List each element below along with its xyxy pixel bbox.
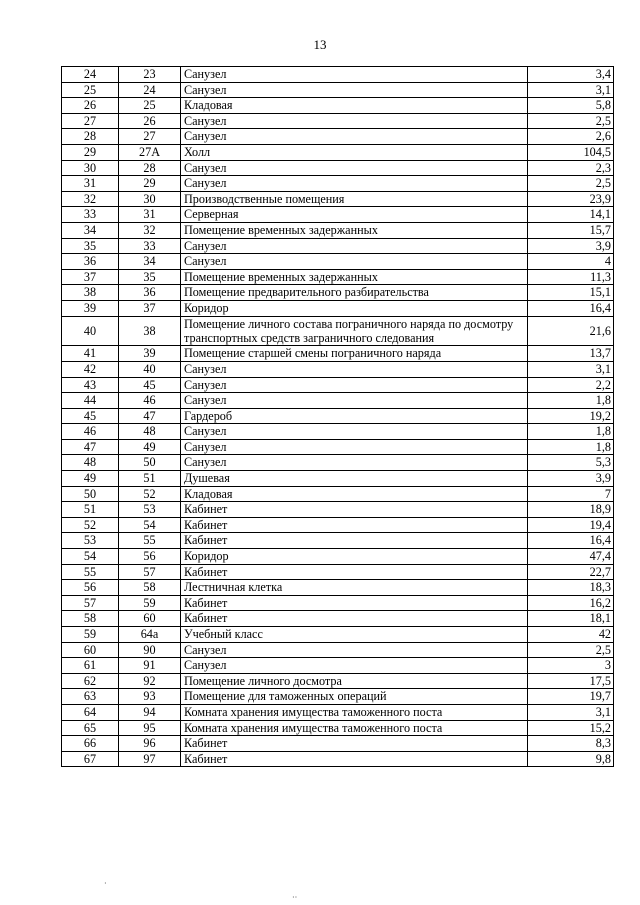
table-row (62, 627, 614, 643)
row-number-cell: 37 (62, 269, 119, 285)
room-area-cell: 2,6 (528, 129, 614, 145)
room-area-cell: 104,5 (528, 144, 614, 160)
room-area-cell: 11,3 (528, 269, 614, 285)
row-number-cell: 33 (62, 207, 119, 223)
table-row (62, 736, 614, 752)
row-number-cell: 50 (62, 486, 119, 502)
room-number-cell: 96 (119, 736, 181, 752)
room-name-cell: Кабинет (181, 564, 528, 580)
room-name-cell: Санузел (181, 129, 528, 145)
room-number-cell: 49 (119, 439, 181, 455)
row-number-cell: 63 (62, 689, 119, 705)
room-number-cell: 64а (119, 627, 181, 643)
table-row (62, 222, 614, 238)
table-row (62, 300, 614, 316)
room-area-cell: 23,9 (528, 191, 614, 207)
room-area-cell: 3,1 (528, 704, 614, 720)
room-name-cell: Кабинет (181, 751, 528, 767)
room-area-cell: 7 (528, 486, 614, 502)
room-number-cell: 94 (119, 704, 181, 720)
table-row (62, 82, 614, 98)
room-number-cell: 55 (119, 533, 181, 549)
room-area-cell: 5,3 (528, 455, 614, 471)
room-name-cell: Кабинет (181, 736, 528, 752)
table-row (62, 67, 614, 83)
room-name-cell: Санузел (181, 176, 528, 192)
room-name-cell: Помещение старшей смены пограничного наряда (181, 346, 528, 362)
row-number-cell: 39 (62, 300, 119, 316)
room-number-cell: 91 (119, 658, 181, 674)
scan-speck: · (104, 879, 107, 888)
row-number-cell: 48 (62, 455, 119, 471)
table-row (62, 254, 614, 270)
room-name-cell: Серверная (181, 207, 528, 223)
room-area-cell: 3,4 (528, 67, 614, 83)
room-number-cell: 39 (119, 346, 181, 362)
table-row (62, 361, 614, 377)
room-number-cell: 46 (119, 393, 181, 409)
row-number-cell: 64 (62, 704, 119, 720)
table-row (62, 471, 614, 487)
table-row (62, 144, 614, 160)
room-name-cell: Санузел (181, 113, 528, 129)
room-number-cell: 40 (119, 361, 181, 377)
row-number-cell: 30 (62, 160, 119, 176)
room-area-cell: 19,4 (528, 517, 614, 533)
scan-speck: ·· (292, 893, 298, 902)
row-number-cell: 61 (62, 658, 119, 674)
row-number-cell: 31 (62, 176, 119, 192)
row-number-cell: 29 (62, 144, 119, 160)
room-name-cell: Помещение временных задержанных (181, 269, 528, 285)
room-name-cell: Санузел (181, 455, 528, 471)
table-row (62, 424, 614, 440)
row-number-cell: 36 (62, 254, 119, 270)
table-row (62, 98, 614, 114)
room-number-cell: 24 (119, 82, 181, 98)
row-number-cell: 65 (62, 720, 119, 736)
room-name-cell: Санузел (181, 160, 528, 176)
room-name-cell: Помещение временных задержанных (181, 222, 528, 238)
row-number-cell: 57 (62, 595, 119, 611)
room-number-cell: 29 (119, 176, 181, 192)
table-row (62, 160, 614, 176)
room-name-cell: Санузел (181, 238, 528, 254)
table-row (62, 502, 614, 518)
room-area-cell: 3,9 (528, 471, 614, 487)
room-number-cell: 59 (119, 595, 181, 611)
table-row (62, 393, 614, 409)
room-name-cell: Комната хранения имущества таможенного поста (181, 720, 528, 736)
room-number-cell: 95 (119, 720, 181, 736)
room-area-cell: 18,9 (528, 502, 614, 518)
room-name-cell: Душевая (181, 471, 528, 487)
table-row (62, 439, 614, 455)
room-name-cell: Коридор (181, 300, 528, 316)
room-area-cell: 3,1 (528, 82, 614, 98)
room-area-cell: 8,3 (528, 736, 614, 752)
table-row (62, 689, 614, 705)
room-area-cell: 17,5 (528, 673, 614, 689)
room-name-cell: Санузел (181, 254, 528, 270)
room-number-cell: 36 (119, 285, 181, 301)
room-name-cell: Кладовая (181, 98, 528, 114)
room-number-cell: 97 (119, 751, 181, 767)
room-name-cell: Санузел (181, 642, 528, 658)
row-number-cell: 41 (62, 346, 119, 362)
row-number-cell: 40 (62, 316, 119, 346)
table-row (62, 113, 614, 129)
row-number-cell: 44 (62, 393, 119, 409)
room-name-cell: Гардероб (181, 408, 528, 424)
room-name-cell: Холл (181, 144, 528, 160)
room-area-cell: 15,2 (528, 720, 614, 736)
table-row (62, 486, 614, 502)
room-number-cell: 52 (119, 486, 181, 502)
row-number-cell: 67 (62, 751, 119, 767)
room-name-cell: Учебный класс (181, 627, 528, 643)
room-area-cell: 13,7 (528, 346, 614, 362)
room-name-cell: Санузел (181, 393, 528, 409)
room-area-cell: 1,8 (528, 424, 614, 440)
room-number-cell: 53 (119, 502, 181, 518)
table-row (62, 595, 614, 611)
room-area-cell: 15,1 (528, 285, 614, 301)
row-number-cell: 32 (62, 191, 119, 207)
table-row (62, 580, 614, 596)
room-number-cell: 37 (119, 300, 181, 316)
table-row (62, 191, 614, 207)
room-area-cell: 14,1 (528, 207, 614, 223)
row-number-cell: 47 (62, 439, 119, 455)
room-number-cell: 51 (119, 471, 181, 487)
room-area-cell: 2,2 (528, 377, 614, 393)
room-number-cell: 27А (119, 144, 181, 160)
row-number-cell: 42 (62, 361, 119, 377)
row-number-cell: 28 (62, 129, 119, 145)
room-name-cell: Кабинет (181, 595, 528, 611)
table-row (62, 564, 614, 580)
room-area-cell: 4 (528, 254, 614, 270)
row-number-cell: 26 (62, 98, 119, 114)
room-area-cell: 19,2 (528, 408, 614, 424)
table-row (62, 316, 614, 346)
room-area-cell: 5,8 (528, 98, 614, 114)
room-area-cell: 3 (528, 658, 614, 674)
room-name-cell: Санузел (181, 377, 528, 393)
room-area-cell: 9,8 (528, 751, 614, 767)
room-area-cell: 42 (528, 627, 614, 643)
room-number-cell: 50 (119, 455, 181, 471)
room-name-cell: Санузел (181, 82, 528, 98)
room-number-cell: 90 (119, 642, 181, 658)
row-number-cell: 56 (62, 580, 119, 596)
table-row (62, 549, 614, 565)
row-number-cell: 52 (62, 517, 119, 533)
row-number-cell: 46 (62, 424, 119, 440)
room-number-cell: 57 (119, 564, 181, 580)
table-row (62, 269, 614, 285)
room-number-cell: 38 (119, 316, 181, 346)
table-row (62, 377, 614, 393)
room-number-cell: 31 (119, 207, 181, 223)
room-name-cell: Комната хранения имущества таможенного поста (181, 704, 528, 720)
row-number-cell: 58 (62, 611, 119, 627)
room-area-cell: 1,8 (528, 439, 614, 455)
room-area-cell: 3,1 (528, 361, 614, 377)
room-name-cell: Помещение предварительного разбирательства (181, 285, 528, 301)
room-number-cell: 32 (119, 222, 181, 238)
room-number-cell: 47 (119, 408, 181, 424)
room-number-cell: 30 (119, 191, 181, 207)
room-area-cell: 22,7 (528, 564, 614, 580)
room-number-cell: 58 (119, 580, 181, 596)
room-area-cell: 16,2 (528, 595, 614, 611)
room-name-cell: Помещение для таможенных операций (181, 689, 528, 705)
room-number-cell: 45 (119, 377, 181, 393)
room-area-cell: 47,4 (528, 549, 614, 565)
row-number-cell: 54 (62, 549, 119, 565)
row-number-cell: 27 (62, 113, 119, 129)
row-number-cell: 34 (62, 222, 119, 238)
room-number-cell: 34 (119, 254, 181, 270)
room-number-cell: 33 (119, 238, 181, 254)
room-number-cell: 56 (119, 549, 181, 565)
room-area-cell: 2,5 (528, 642, 614, 658)
row-number-cell: 43 (62, 377, 119, 393)
rooms-table (61, 66, 614, 767)
room-number-cell: 35 (119, 269, 181, 285)
table-row (62, 704, 614, 720)
room-area-cell: 18,3 (528, 580, 614, 596)
room-name-cell: Кабинет (181, 502, 528, 518)
table-row (62, 720, 614, 736)
room-area-cell: 15,7 (528, 222, 614, 238)
room-name-cell: Коридор (181, 549, 528, 565)
row-number-cell: 25 (62, 82, 119, 98)
row-number-cell: 35 (62, 238, 119, 254)
room-name-cell: Кабинет (181, 611, 528, 627)
room-area-cell: 2,5 (528, 176, 614, 192)
room-number-cell: 48 (119, 424, 181, 440)
table-row (62, 533, 614, 549)
room-area-cell: 21,6 (528, 316, 614, 346)
table-row (62, 176, 614, 192)
table-row (62, 408, 614, 424)
table-row (62, 751, 614, 767)
room-name-cell: Санузел (181, 658, 528, 674)
table-row (62, 285, 614, 301)
room-name-cell: Кабинет (181, 533, 528, 549)
room-area-cell: 19,7 (528, 689, 614, 705)
table-row (62, 129, 614, 145)
room-number-cell: 92 (119, 673, 181, 689)
room-number-cell: 93 (119, 689, 181, 705)
row-number-cell: 53 (62, 533, 119, 549)
page-number: 13 (313, 37, 327, 52)
table-row (62, 642, 614, 658)
room-name-cell: Лестничная клетка (181, 580, 528, 596)
row-number-cell: 51 (62, 502, 119, 518)
row-number-cell: 38 (62, 285, 119, 301)
room-name-cell: Производственные помещения (181, 191, 528, 207)
table-row (62, 455, 614, 471)
table-row (62, 346, 614, 362)
row-number-cell: 24 (62, 67, 119, 83)
room-number-cell: 23 (119, 67, 181, 83)
room-number-cell: 54 (119, 517, 181, 533)
room-area-cell: 2,5 (528, 113, 614, 129)
room-area-cell: 18,1 (528, 611, 614, 627)
room-number-cell: 25 (119, 98, 181, 114)
room-number-cell: 60 (119, 611, 181, 627)
row-number-cell: 45 (62, 408, 119, 424)
room-number-cell: 26 (119, 113, 181, 129)
room-name-cell: Кабинет (181, 517, 528, 533)
room-area-cell: 3,9 (528, 238, 614, 254)
row-number-cell: 62 (62, 673, 119, 689)
room-name-cell: Помещение личного досмотра (181, 673, 528, 689)
room-area-cell: 1,8 (528, 393, 614, 409)
table-row (62, 517, 614, 533)
room-name-cell: Кладовая (181, 486, 528, 502)
rooms-table-body (62, 67, 614, 767)
room-area-cell: 16,4 (528, 533, 614, 549)
room-name-cell: Санузел (181, 439, 528, 455)
room-name-cell: Санузел (181, 67, 528, 83)
row-number-cell: 60 (62, 642, 119, 658)
row-number-cell: 66 (62, 736, 119, 752)
row-number-cell: 55 (62, 564, 119, 580)
room-number-cell: 27 (119, 129, 181, 145)
row-number-cell: 49 (62, 471, 119, 487)
row-number-cell: 59 (62, 627, 119, 643)
room-area-cell: 16,4 (528, 300, 614, 316)
room-name-cell: Санузел (181, 424, 528, 440)
table-row (62, 658, 614, 674)
table-row (62, 207, 614, 223)
room-name-cell: Помещение личного состава пограничного наряда по досмотру транспортных средств заграничного следования (181, 316, 528, 346)
table-row (62, 238, 614, 254)
room-name-cell: Санузел (181, 361, 528, 377)
room-area-cell: 2,3 (528, 160, 614, 176)
room-number-cell: 28 (119, 160, 181, 176)
table-row (62, 673, 614, 689)
table-row (62, 611, 614, 627)
